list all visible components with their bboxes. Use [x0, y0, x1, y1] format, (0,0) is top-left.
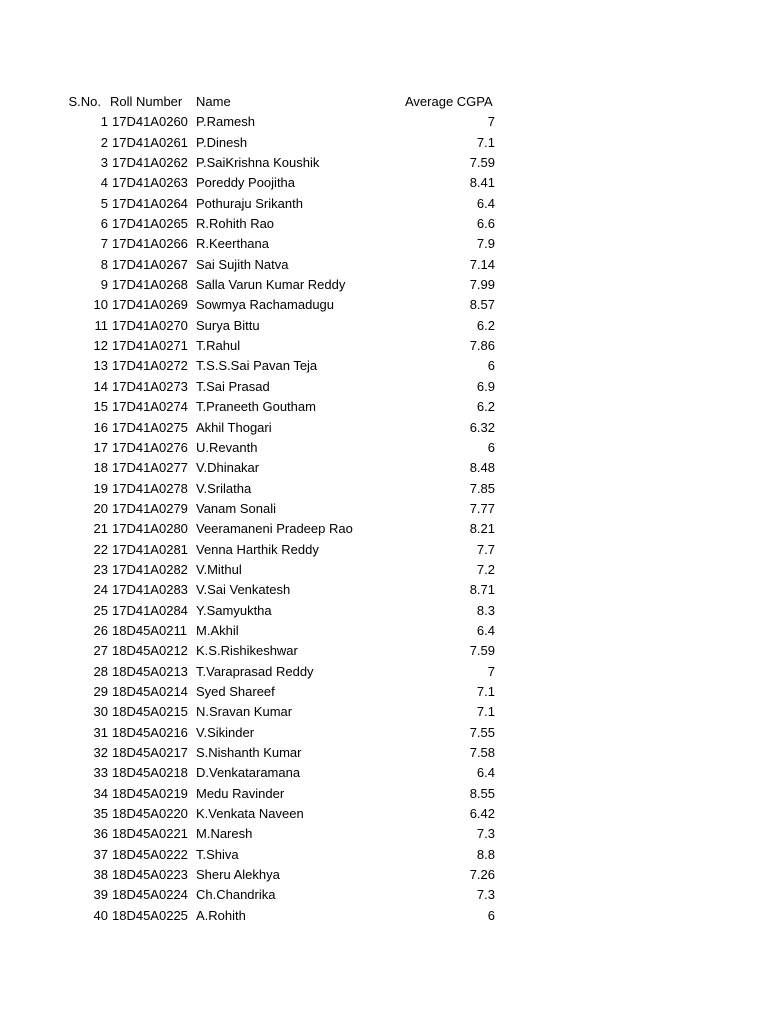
name-cell: K.Venkata Naveen — [196, 806, 304, 822]
student-cgpa-table — [0, 92, 768, 926]
table-row — [0, 112, 768, 132]
table-row — [0, 601, 768, 621]
sno-cell: 3 — [100, 155, 108, 171]
cgpa-cell: 8.3 — [476, 602, 495, 618]
name-cell: T.Sai Prasad — [196, 378, 270, 394]
header-average-cgpa: Average CGPA — [405, 94, 493, 109]
table-row — [0, 641, 768, 661]
name-cell: V.Mithul — [196, 561, 242, 577]
cgpa-cell: 7.59 — [469, 155, 495, 171]
cgpa-cell: 6 — [487, 358, 495, 374]
sno-cell: 27 — [93, 643, 108, 659]
table-row — [0, 458, 768, 478]
table-row — [0, 906, 768, 926]
sno-cell: 22 — [93, 541, 108, 557]
name-cell: M.Akhil — [196, 622, 239, 638]
name-cell: R.Keerthana — [196, 236, 269, 252]
roll-number-cell: 17D41A0265 — [112, 216, 188, 232]
cgpa-cell: 6.6 — [476, 216, 495, 232]
name-cell: P.Ramesh — [196, 114, 256, 130]
roll-number-cell: 17D41A0280 — [112, 521, 188, 537]
cgpa-cell: 6.2 — [476, 399, 495, 415]
table-row — [0, 560, 768, 580]
name-cell: Sheru Alekhya — [196, 867, 280, 883]
table-row — [0, 295, 768, 315]
sno-cell: 16 — [93, 419, 108, 435]
table-row — [0, 214, 768, 234]
table-row — [0, 356, 768, 376]
cgpa-cell: 6.4 — [476, 195, 495, 211]
name-cell: D.Venkataramana — [196, 765, 301, 781]
name-cell: V.Sikinder — [196, 724, 255, 740]
roll-number-cell: 17D41A0264 — [112, 195, 188, 211]
name-cell: Ch.Chandrika — [196, 887, 276, 903]
sno-cell: 38 — [93, 867, 108, 883]
roll-number-cell: 18D45A0221 — [112, 826, 188, 842]
table-row — [0, 153, 768, 173]
table-row — [0, 255, 768, 275]
cgpa-cell: 7.85 — [469, 480, 495, 496]
cgpa-cell: 7.59 — [469, 643, 495, 659]
roll-number-cell: 18D45A0222 — [112, 846, 188, 862]
cgpa-cell: 8.48 — [469, 460, 495, 476]
name-cell: T.Praneeth Goutham — [196, 399, 316, 415]
table-row — [0, 438, 768, 458]
sno-cell: 6 — [100, 216, 108, 232]
cgpa-cell: 7 — [487, 114, 495, 130]
table-row — [0, 723, 768, 743]
sno-cell: 29 — [93, 683, 108, 699]
roll-number-cell: 17D41A0267 — [112, 256, 188, 272]
roll-number-cell: 17D41A0268 — [112, 277, 188, 293]
table-row — [0, 702, 768, 722]
cgpa-cell: 6.9 — [476, 378, 495, 394]
cgpa-cell: 7.7 — [476, 541, 495, 557]
roll-number-cell: 18D45A0225 — [112, 907, 188, 923]
roll-number-cell: 18D45A0216 — [112, 724, 188, 740]
sno-cell: 13 — [93, 358, 108, 374]
sno-cell: 23 — [93, 561, 108, 577]
roll-number-cell: 17D41A0270 — [112, 317, 188, 333]
name-cell: Akhil Thogari — [196, 419, 272, 435]
cgpa-cell: 7.55 — [469, 724, 495, 740]
name-cell: Veeramaneni Pradeep Rao — [196, 521, 353, 537]
table-row — [0, 662, 768, 682]
table-body — [0, 112, 768, 926]
sno-cell: 17 — [93, 439, 108, 455]
roll-number-cell: 17D41A0266 — [112, 236, 188, 252]
sno-cell: 39 — [93, 887, 108, 903]
table-row — [0, 845, 768, 865]
table-row — [0, 173, 768, 193]
sno-cell: 26 — [93, 622, 108, 638]
sno-cell: 30 — [93, 704, 108, 720]
name-cell: K.S.Rishikeshwar — [196, 643, 298, 659]
roll-number-cell: 18D45A0215 — [112, 704, 188, 720]
name-cell: S.Nishanth Kumar — [196, 745, 302, 760]
cgpa-cell: 6.4 — [476, 622, 495, 638]
cgpa-cell: 6.42 — [469, 806, 495, 822]
table-row — [0, 275, 768, 295]
sno-cell: 40 — [93, 907, 108, 923]
table-row — [0, 234, 768, 254]
name-cell: P.SaiKrishna Koushik — [196, 155, 320, 171]
name-cell: Venna Harthik Reddy — [196, 541, 319, 557]
cgpa-cell: 7.86 — [469, 338, 495, 354]
name-cell: V.Dhinakar — [196, 460, 260, 476]
name-cell: R.Rohith Rao — [196, 216, 275, 232]
table-row — [0, 519, 768, 539]
cgpa-cell: 8.57 — [469, 297, 495, 313]
roll-number-cell: 17D41A0271 — [112, 338, 188, 354]
sno-cell: 24 — [93, 582, 108, 598]
roll-number-cell: 17D41A0283 — [112, 582, 188, 598]
table-row — [0, 133, 768, 153]
table-row — [0, 743, 768, 763]
name-cell: T.Shiva — [196, 846, 239, 862]
roll-number-cell: 17D41A0262 — [112, 155, 188, 171]
roll-number-cell: 17D41A0276 — [112, 439, 188, 455]
sno-cell: 12 — [93, 338, 108, 354]
roll-number-cell: 17D41A0272 — [112, 358, 188, 374]
sno-cell: 8 — [100, 256, 108, 272]
roll-number-cell: 18D45A0220 — [112, 806, 188, 822]
roll-number-cell: 18D45A0211 — [112, 622, 187, 638]
roll-number-cell: 17D41A0261 — [112, 134, 188, 150]
roll-number-cell: 17D41A0279 — [112, 500, 188, 516]
sno-cell: 10 — [93, 297, 108, 313]
cgpa-cell: 8.55 — [469, 785, 495, 801]
sno-cell: 34 — [93, 785, 108, 801]
table-header-row — [0, 92, 768, 112]
sno-cell: 9 — [100, 277, 108, 293]
table-row — [0, 682, 768, 702]
roll-number-cell: 18D45A0213 — [112, 663, 188, 679]
roll-number-cell: 17D41A0282 — [112, 561, 188, 577]
sno-cell: 35 — [93, 806, 108, 822]
cgpa-cell: 7.1 — [476, 704, 495, 720]
cgpa-cell: 8.21 — [469, 521, 495, 537]
cgpa-cell: 7.1 — [476, 134, 495, 150]
cgpa-cell: 7.3 — [476, 826, 495, 842]
header-sno: S.No. — [68, 94, 101, 109]
sno-cell: 18 — [93, 460, 108, 476]
sno-cell: 5 — [100, 195, 108, 211]
roll-number-cell: 17D41A0278 — [112, 480, 188, 496]
roll-number-cell: 17D41A0274 — [112, 399, 188, 415]
header-roll-number: Roll Number — [110, 94, 183, 109]
name-cell: M.Naresh — [196, 826, 253, 842]
roll-number-cell: 18D45A0219 — [112, 785, 188, 801]
cgpa-cell: 7.77 — [469, 500, 495, 516]
roll-number-cell: 17D41A0277 — [112, 460, 188, 476]
name-cell: V.Sai Venkatesh — [196, 582, 291, 598]
table-row — [0, 885, 768, 905]
name-cell: Vanam Sonali — [196, 500, 276, 516]
table-row — [0, 316, 768, 336]
sno-cell: 36 — [93, 826, 108, 842]
name-cell: Pothuraju Srikanth — [196, 195, 303, 211]
table-row — [0, 784, 768, 804]
name-cell: Y.Samyuktha — [196, 602, 272, 618]
table-row — [0, 418, 768, 438]
cgpa-cell: 7.2 — [476, 561, 495, 577]
cgpa-cell: 7.14 — [469, 256, 495, 272]
roll-number-cell: 17D41A0260 — [112, 114, 188, 130]
sno-cell: 14 — [93, 378, 108, 394]
sno-cell: 7 — [100, 236, 108, 252]
name-cell: U.Revanth — [196, 439, 258, 455]
header-name: Name — [196, 94, 231, 109]
name-cell: T.Varaprasad Reddy — [196, 663, 314, 679]
sno-cell: 1 — [100, 114, 108, 130]
table-row — [0, 479, 768, 499]
name-cell: A.Rohith — [196, 907, 246, 923]
sno-cell: 28 — [93, 663, 108, 679]
name-cell: Syed Shareef — [196, 683, 275, 699]
roll-number-cell: 17D41A0284 — [112, 602, 188, 618]
table-row — [0, 763, 768, 783]
sno-cell: 31 — [93, 724, 108, 740]
roll-number-cell: 18D45A0212 — [112, 643, 188, 659]
cgpa-cell: 7 — [487, 663, 495, 679]
name-cell: V.Srilatha — [196, 480, 252, 496]
sno-cell: 4 — [100, 175, 108, 191]
table-row — [0, 824, 768, 844]
sno-cell: 25 — [93, 602, 108, 618]
roll-number-cell: 18D45A0223 — [112, 867, 188, 883]
table-row — [0, 397, 768, 417]
table-row — [0, 804, 768, 824]
name-cell: Salla Varun Kumar Reddy — [196, 277, 346, 293]
roll-number-cell: 17D41A0273 — [112, 378, 188, 394]
table-row — [0, 499, 768, 519]
table-row — [0, 194, 768, 214]
table-row — [0, 540, 768, 560]
cgpa-cell: 6 — [487, 439, 495, 455]
cgpa-cell: 6 — [487, 907, 495, 923]
name-cell: Poreddy Poojitha — [196, 175, 296, 191]
table-row — [0, 580, 768, 600]
sno-cell: 15 — [93, 399, 108, 415]
cgpa-cell: 8.71 — [469, 582, 495, 598]
cgpa-cell: 7.58 — [469, 745, 495, 760]
sno-cell: 11 — [94, 317, 108, 333]
table-row — [0, 377, 768, 397]
table-row — [0, 336, 768, 356]
name-cell: N.Sravan Kumar — [196, 704, 293, 720]
roll-number-cell: 17D41A0269 — [112, 297, 188, 313]
sno-cell: 19 — [93, 480, 108, 496]
sno-cell: 2 — [100, 134, 108, 150]
table-row — [0, 621, 768, 641]
cgpa-cell: 6.32 — [469, 419, 495, 435]
sno-cell: 21 — [93, 521, 108, 537]
roll-number-cell: 17D41A0263 — [112, 175, 188, 191]
sno-cell: 20 — [93, 500, 108, 516]
roll-number-cell: 18D45A0217 — [112, 745, 188, 760]
cgpa-cell: 7.9 — [476, 236, 495, 252]
roll-number-cell: 18D45A0214 — [112, 683, 188, 699]
name-cell: Surya Bittu — [196, 317, 260, 333]
cgpa-cell: 7.3 — [476, 887, 495, 903]
cgpa-cell: 8.41 — [469, 175, 495, 191]
cgpa-cell: 7.1 — [476, 683, 495, 699]
name-cell: P.Dinesh — [196, 134, 248, 150]
sno-cell: 32 — [93, 745, 108, 760]
cgpa-cell: 8.8 — [476, 846, 495, 862]
cgpa-cell: 6.2 — [476, 317, 495, 333]
name-cell: Sowmya Rachamadugu — [196, 297, 335, 313]
roll-number-cell: 18D45A0218 — [112, 765, 188, 781]
roll-number-cell: 18D45A0224 — [112, 887, 188, 903]
cgpa-cell: 7.26 — [469, 867, 495, 883]
cgpa-cell: 7.99 — [469, 277, 495, 293]
name-cell: Medu Ravinder — [196, 785, 285, 801]
name-cell: Sai Sujith Natva — [196, 256, 289, 272]
cgpa-cell: 6.4 — [476, 765, 495, 781]
roll-number-cell: 17D41A0275 — [112, 419, 188, 435]
name-cell: T.S.S.Sai Pavan Teja — [196, 358, 318, 374]
name-cell: T.Rahul — [196, 338, 241, 354]
roll-number-cell: 17D41A0281 — [112, 541, 188, 557]
sno-cell: 37 — [93, 846, 108, 862]
sno-cell: 33 — [93, 765, 108, 781]
table-row — [0, 865, 768, 885]
